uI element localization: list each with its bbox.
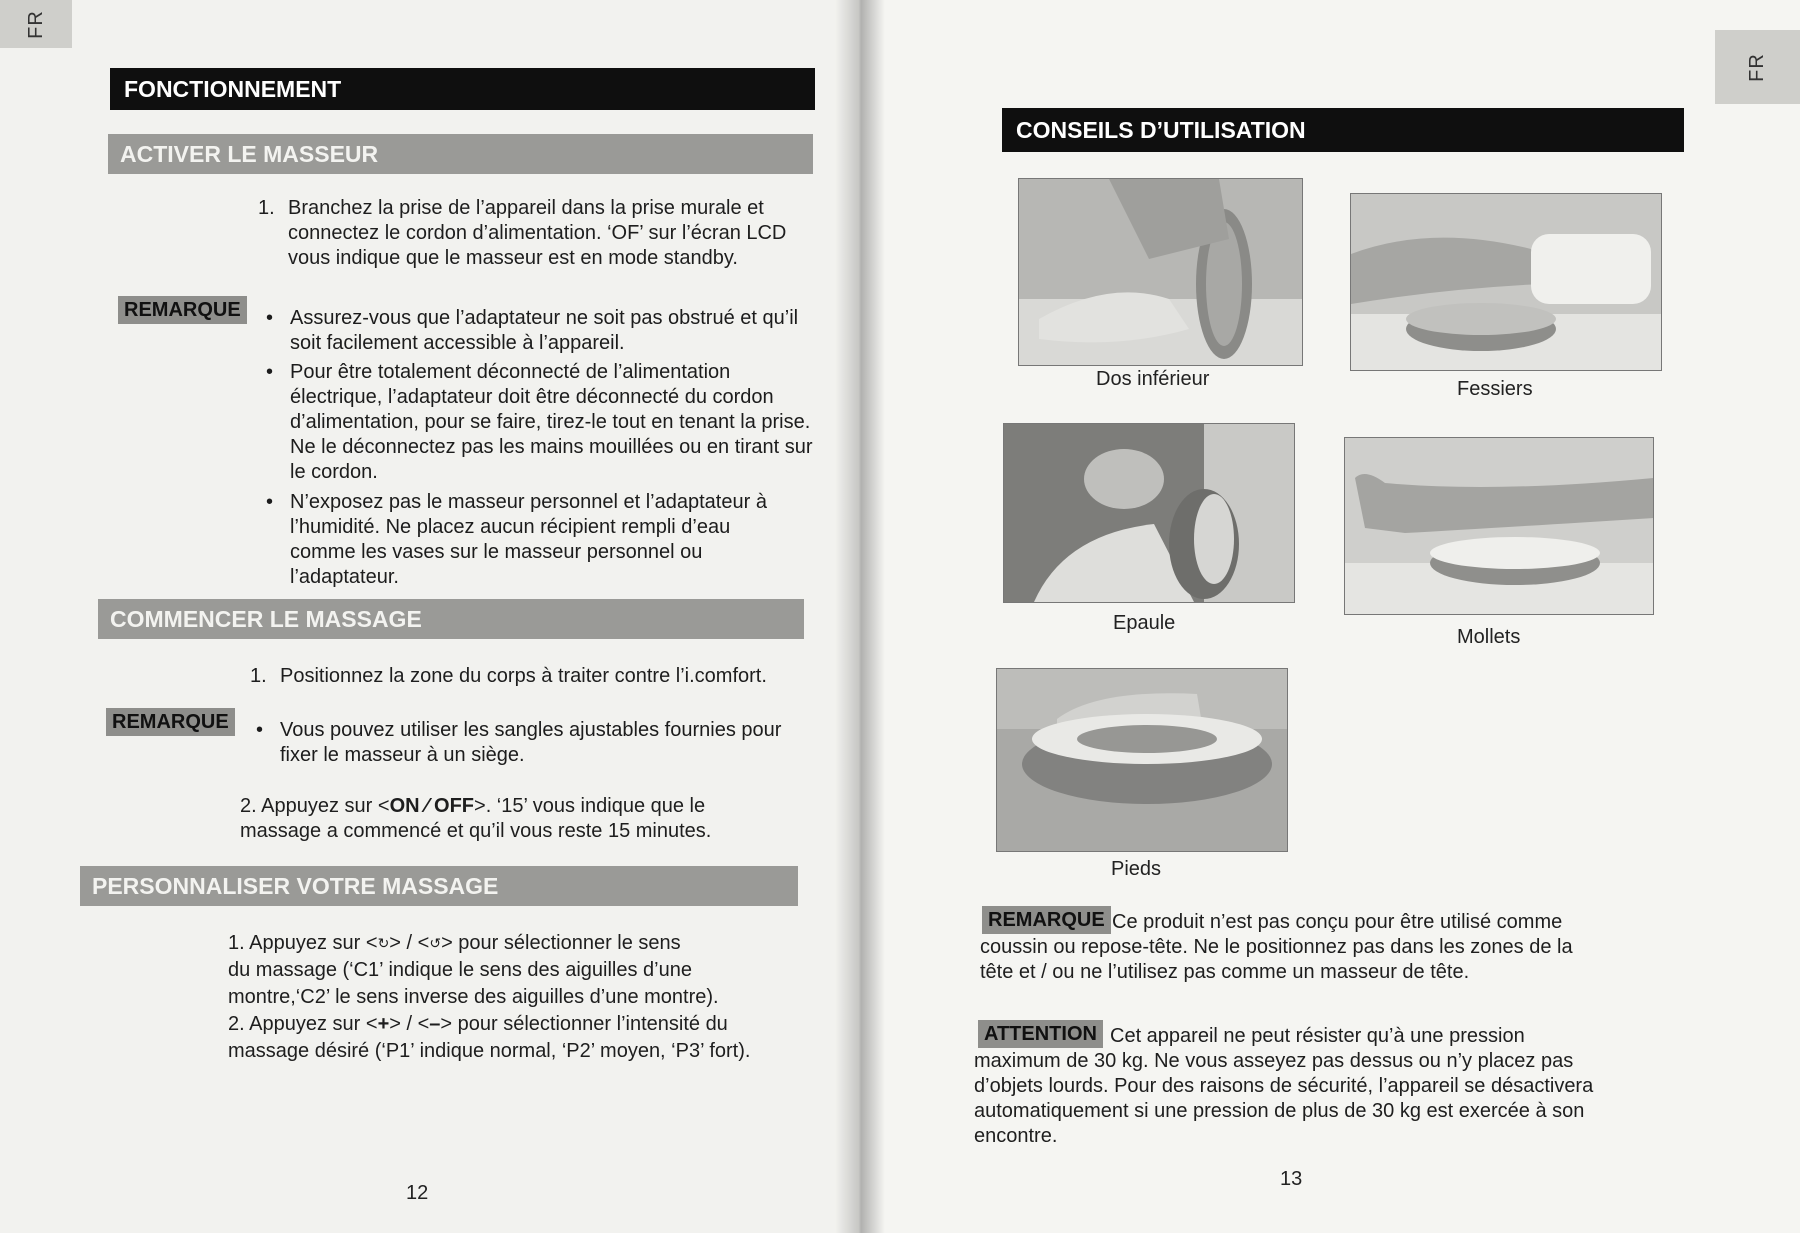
note-bullet-1: • Assurez-vous que l’adaptateur ne soit pas obstrué et qu’il soit facilement accessible à l’appareil. — [266, 307, 799, 354]
photo-lower-back — [1018, 178, 1303, 366]
heading-commencer-le-massage: COMMENCER LE MASSAGE — [98, 599, 804, 639]
note-bullet-3: • N’exposez pas le masseur personnel et l’adaptateur à l’humidité. Ne placez aucun récipient rempli d’eau comme les vases sur le masseur personnel ou l’adaptateur. — [266, 491, 767, 588]
step-text: Branchez la prise de l’appareil dans la prise murale et connectez le cordon d’alimentation. ‘OF’ sur l’écran LCD vous indique que le masseur est en mode standby. — [288, 197, 787, 269]
activer-step-1 — [258, 196, 818, 271]
photo-illustration — [1019, 179, 1302, 365]
caption-buttocks: Fessiers — [1457, 378, 1533, 400]
note-badge: REMARQUE — [982, 906, 1111, 934]
photo-illustration — [997, 669, 1287, 851]
step-text: Positionnez la zone du corps à traiter contre l’i.comfort. — [280, 665, 767, 687]
attention-badge: ATTENTION — [978, 1020, 1103, 1048]
note-badge: REMARQUE — [106, 708, 235, 736]
note-bullet: • Vous pouvez utiliser les sangles ajustables fournies pour fixer le masseur à un siège. — [256, 719, 782, 766]
photo-feet — [996, 668, 1288, 852]
caption-calves: Mollets — [1457, 626, 1521, 648]
photo-illustration — [1351, 194, 1661, 370]
step-number: 1. — [250, 665, 267, 687]
plus-icon: + — [377, 1013, 390, 1035]
attention-text: Cet appareil ne peut résister qu’à une pression maximum de 30 kg. Ne vous asseyez pas dessus ou n’y placez pas d’objets lourds. Pour des raisons de sécurité, l’appareil se désactivera automatiquement si une pression de plus de 30 kg est exercée à son encontre. — [974, 1025, 1594, 1147]
section-title-conseils: CONSEILS D’UTILISATION — [1002, 108, 1684, 152]
photo-buttocks — [1350, 193, 1662, 371]
section-title-fonctionnement: FONCTIONNEMENT — [110, 68, 815, 110]
language-tab-right: FR — [1715, 30, 1800, 104]
page-number-left: 12 — [406, 1182, 429, 1204]
commencer-step-2: 2. Appuyez sur <ON ⁄ OFF>. ‘15’ vous indique que le massage a commencé et qu’il vous reste 15 minutes. — [240, 795, 712, 842]
counterclockwise-rotation-icon: ↺ — [429, 935, 442, 951]
step-number: 2. — [240, 795, 257, 817]
commencer-step-1 — [250, 664, 810, 689]
language-tab-left: FR — [0, 0, 72, 48]
page-number-right: 13 — [1280, 1168, 1303, 1190]
right-page — [860, 0, 1800, 1233]
left-page — [0, 0, 860, 1233]
caption-lower-back: Dos inférieur — [1096, 368, 1210, 390]
clockwise-rotation-icon: ↻ — [377, 935, 390, 951]
heading-personnaliser-votre-massage: PERSONNALISER VOTRE MASSAGE — [80, 866, 798, 906]
minus-icon: – — [429, 1013, 441, 1035]
personnaliser-steps: 1. Appuyez sur <↻> / <↺> pour sélectionner le sens du massage (‘C1’ indique le sens des aiguilles d’une montre,‘C2’ le sens inverse des aiguilles d’une montre). 2. Appuyez sur <+> / <–> pour sélectionner l’intensité du massage désiré (‘P1’ indique normal, ‘P2’ moyen, ‘P3’ fort). — [228, 932, 751, 1062]
on-off-key: ON ⁄ OFF — [389, 795, 475, 817]
note-text: Ce produit n’est pas conçu pour être utilisé comme coussin ou repose-tête. Ne le positionnez pas dans les zones de la tête et / ou ne l’utilisez pas comme un masseur de tête. — [980, 911, 1573, 983]
photo-illustration — [1345, 438, 1653, 614]
note-badge: REMARQUE — [118, 296, 247, 324]
caption-shoulder: Epaule — [1113, 612, 1176, 634]
caption-feet: Pieds — [1111, 858, 1162, 880]
note-bullet-2: • Pour être totalement déconnecté de l’alimentation électrique, l’adaptateur doit être déconnecté du cordon d’alimentation, pour se faire, tirez-le tout en tenant la prise. Ne le déconnectez pas les mains mouillées ou en tirant sur le cordon. — [266, 361, 813, 483]
step-number: 1. — [258, 197, 275, 219]
photo-shoulder — [1003, 423, 1295, 603]
heading-activer-le-masseur: ACTIVER LE MASSEUR — [108, 134, 813, 174]
photo-illustration — [1004, 424, 1294, 602]
photo-calves — [1344, 437, 1654, 615]
